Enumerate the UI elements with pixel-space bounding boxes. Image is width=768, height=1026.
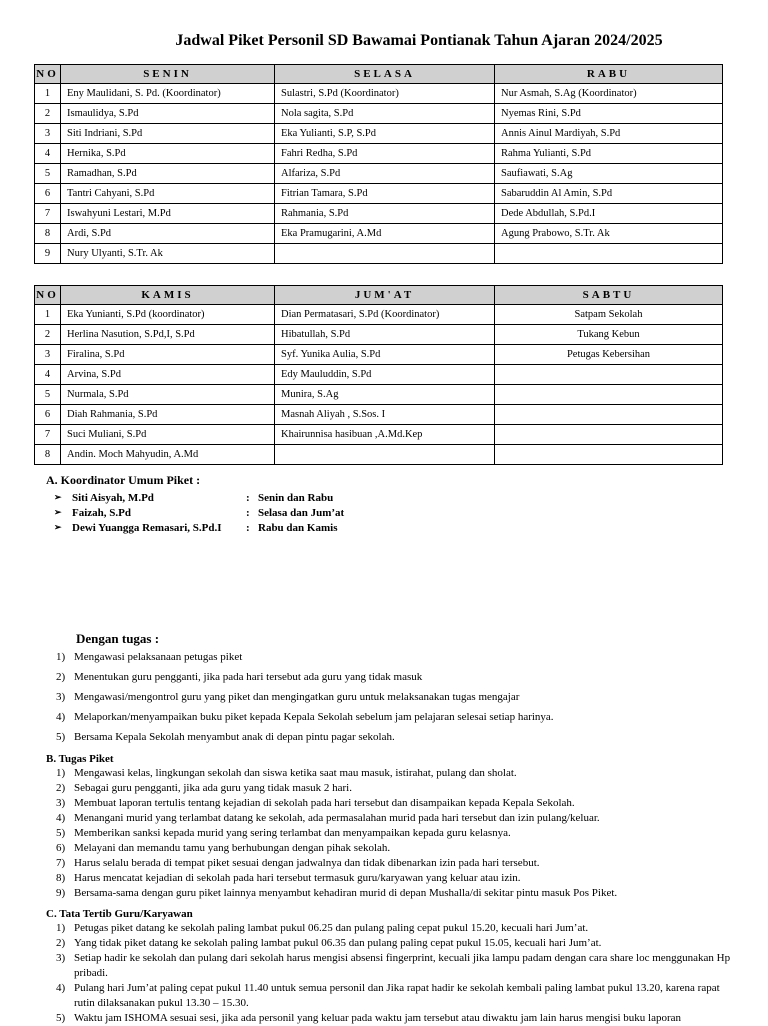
name-cell: Nur Asmah, S.Ag (Koordinator): [495, 84, 723, 104]
list-text: Melaporkan/menyampaikan buku piket kepada Kepala Sekolah sebelum jam pelajaran selesai setiap harinya.: [74, 711, 554, 723]
tugas-heading: Dengan tugas :: [76, 631, 160, 646]
name-cell: Andin. Moch Mahyudin, A.Md: [61, 445, 275, 465]
row-number-cell: 2: [35, 325, 61, 345]
list-number: 3): [56, 691, 66, 703]
name-cell: Fitrian Tamara, S.Pd: [275, 184, 495, 204]
arrow-bullet-icon: ➢: [54, 492, 62, 502]
list-text: Memberikan sanksi kepada murid yang sering terlambat dan menyampaikan kepada guru kelasnya.: [74, 827, 511, 839]
name-cell: Eny Maulidani, S. Pd. (Koordinator): [61, 84, 275, 104]
name-cell: Agung Prabowo, S.Tr. Ak: [495, 224, 723, 244]
list-text: Membuat laporan tertulis tentang kejadian di sekolah pada hari tersebut dan disampaikan kepada Kepala Sekolah.: [74, 797, 575, 809]
table-row: [35, 365, 723, 385]
list-text: Setiap hadir ke sekolah dan pulang dari sekolah harus mengisi absensi fingerprint, kecuali jika lampu padam dengan cara share loc menggunakan Hp pribadi.: [74, 952, 731, 979]
koordinator-name: Dewi Yuangga Remasari, S.Pd.I: [72, 521, 222, 534]
list-item: [32, 936, 732, 951]
col-jumat: JUM'AT: [275, 286, 495, 305]
list-item: [32, 671, 732, 691]
list-item: [32, 691, 732, 711]
list-text: Menentukan guru pengganti, jika pada hari tersebut ada guru yang tidak masuk: [74, 671, 423, 683]
name-cell: Nyemas Rini, S.Pd: [495, 104, 723, 124]
arrow-bullet-icon: ➢: [54, 507, 62, 517]
list-number: 1): [56, 922, 66, 934]
list-number: 2): [56, 671, 66, 683]
list-number: 7): [56, 857, 66, 869]
schedule-table-1: [34, 64, 723, 264]
name-cell: Sabaruddin Al Amin, S.Pd: [495, 184, 723, 204]
name-cell: Nurmala, S.Pd: [61, 385, 275, 405]
name-cell: Nury Ulyanti, S.Tr. Ak: [61, 244, 275, 264]
koordinator-name: Faizah, S.Pd: [72, 506, 131, 519]
list-number: 1): [56, 767, 66, 779]
name-cell: Arvina, S.Pd: [61, 365, 275, 385]
list-number: 2): [56, 782, 66, 794]
list-item: [32, 871, 732, 886]
tata-tertib-heading: C. Tata Tertib Guru/Karyawan: [46, 908, 193, 920]
row-number-cell: 7: [35, 425, 61, 445]
list-item: [32, 811, 732, 826]
row-number-cell: 4: [35, 144, 61, 164]
list-item: [32, 766, 732, 781]
table-row: [35, 164, 723, 184]
name-cell: Saufiawati, S.Ag: [495, 164, 723, 184]
list-text: Yang tidak piket datang ke sekolah paling lambat pukul 06.35 dan pulang paling cepat pukul 15.05, kecuali hari Jum’at.: [74, 937, 602, 949]
name-cell: Dian Permatasari, S.Pd (Koordinator): [275, 305, 495, 325]
koordinator-item: [46, 505, 344, 520]
name-cell: Nola sagita, S.Pd: [275, 104, 495, 124]
name-cell: [495, 425, 723, 445]
tugas-list: [32, 651, 732, 751]
list-number: 6): [56, 842, 66, 854]
tata-tertib-list: [32, 921, 732, 1026]
row-number-cell: 1: [35, 84, 61, 104]
koordinator-days: Senin dan Rabu: [258, 491, 334, 504]
col-selasa: SELASA: [275, 65, 495, 84]
col-kamis: KAMIS: [61, 286, 275, 305]
list-number: 4): [56, 812, 66, 824]
table-row: [35, 345, 723, 365]
name-cell: [495, 405, 723, 425]
name-cell: Ramadhan, S.Pd: [61, 164, 275, 184]
name-cell: [495, 244, 723, 264]
list-text: Sebagai guru pengganti, jika ada guru yang tidak masuk 2 hari.: [74, 782, 352, 794]
col-rabu: RABU: [495, 65, 723, 84]
list-number: 3): [56, 797, 66, 809]
name-cell: Rahma Yulianti, S.Pd: [495, 144, 723, 164]
name-cell: Fahri Redha, S.Pd: [275, 144, 495, 164]
name-cell: [275, 445, 495, 465]
list-number: 5): [56, 731, 66, 743]
name-cell: Satpam Sekolah: [495, 305, 723, 325]
row-number-cell: 7: [35, 204, 61, 224]
koordinator-section: [46, 473, 344, 535]
list-item: [32, 886, 732, 901]
table-header-row: [35, 65, 723, 84]
name-cell: Firalina, S.Pd: [61, 345, 275, 365]
name-cell: Munira, S.Ag: [275, 385, 495, 405]
koordinator-heading: A. Koordinator Umum Piket :: [46, 473, 201, 487]
colon: :: [246, 491, 250, 504]
name-cell: Eka Yunianti, S.Pd (koordinator): [61, 305, 275, 325]
tugas-piket-list: [32, 766, 732, 901]
row-number-cell: 6: [35, 405, 61, 425]
list-text: Waktu jam ISHOMA sesuai sesi, jika ada personil yang keluar pada waktu jam tersebut atau diwaktu jam lain harus mengisi buku laporan: [74, 1012, 682, 1024]
name-cell: Eka Yulianti, S.P, S.Pd: [275, 124, 495, 144]
name-cell: Alfariza, S.Pd: [275, 164, 495, 184]
name-cell: Rahmania, S.Pd: [275, 204, 495, 224]
name-cell: Ardi, S.Pd: [61, 224, 275, 244]
row-number-cell: 4: [35, 365, 61, 385]
row-number-cell: 8: [35, 445, 61, 465]
koordinator-days: Rabu dan Kamis: [258, 521, 338, 534]
table-row: [35, 405, 723, 425]
table-row: [35, 305, 723, 325]
name-cell: Diah Rahmania, S.Pd: [61, 405, 275, 425]
row-number-cell: 1: [35, 305, 61, 325]
document-title: Jadwal Piket Personil SD Bawamai Pontianak Tahun Ajaran 2024/2025: [175, 32, 663, 49]
name-cell: [275, 244, 495, 264]
list-text: Pulang hari Jum’at paling cepat pukul 11.40 untuk semua personil dan Jika rapat hadir ke sekolah kembali paling lambat pukul 13.20, karena rapat rutin dilaksanakan pukul 13.30 – 15.30.: [74, 982, 720, 1009]
row-number-cell: 3: [35, 345, 61, 365]
row-number-cell: 6: [35, 184, 61, 204]
table-row: [35, 325, 723, 345]
list-number: 2): [56, 937, 66, 949]
tugas-piket-heading: B. Tugas Piket: [46, 753, 114, 765]
name-cell: Annis Ainul Mardiyah, S.Pd: [495, 124, 723, 144]
table-row: [35, 224, 723, 244]
table-row: [35, 84, 723, 104]
list-item: [32, 826, 732, 841]
list-number: 9): [56, 887, 66, 899]
list-text: Mengawasi/mengontrol guru yang piket dan mengingatkan guru untuk melaksanakan tugas mengajar: [74, 691, 520, 703]
list-text: Bersama Kepala Sekolah menyambut anak di depan pintu pagar sekolah.: [74, 731, 395, 743]
list-text: Mengawasi pelaksanaan petugas piket: [74, 651, 243, 663]
arrow-bullet-icon: ➢: [54, 522, 62, 532]
koordinator-item: [46, 520, 344, 535]
col-no: NO: [35, 286, 61, 305]
name-cell: Dede Abdullah, S.Pd.I: [495, 204, 723, 224]
list-number: 4): [56, 982, 66, 994]
name-cell: Khairunnisa hasibuan ,A.Md.Kep: [275, 425, 495, 445]
row-number-cell: 2: [35, 104, 61, 124]
name-cell: [495, 385, 723, 405]
list-item: [32, 921, 732, 936]
name-cell: Hibatullah, S.Pd: [275, 325, 495, 345]
col-no: NO: [35, 65, 61, 84]
table-row: [35, 204, 723, 224]
list-number: 5): [56, 1012, 66, 1024]
table-row: [35, 425, 723, 445]
koordinator-item: [46, 490, 344, 505]
list-number: 4): [56, 711, 66, 723]
list-item: [32, 711, 732, 731]
list-text: Bersama-sama dengan guru piket lainnya menyambut kehadiran murid di depan Mushalla/di sekitar pintu masuk Pos Piket.: [74, 887, 618, 899]
table-row: [35, 104, 723, 124]
list-item: [32, 856, 732, 871]
name-cell: Iswahyuni Lestari, M.Pd: [61, 204, 275, 224]
koordinator-name: Siti Aisyah, M.Pd: [72, 491, 154, 504]
list-item: [32, 951, 732, 981]
name-cell: [495, 365, 723, 385]
list-item: [32, 841, 732, 856]
row-number-cell: 9: [35, 244, 61, 264]
list-text: Melayani dan memandu tamu yang berhubungan dengan pihak sekolah.: [74, 842, 391, 854]
list-item: [32, 796, 732, 811]
table-row: [35, 385, 723, 405]
list-item: [32, 651, 732, 671]
name-cell: Tantri Cahyani, S.Pd: [61, 184, 275, 204]
table-row: [35, 445, 723, 465]
row-number-cell: 5: [35, 164, 61, 184]
row-number-cell: 3: [35, 124, 61, 144]
name-cell: Hernika, S.Pd: [61, 144, 275, 164]
list-text: Harus selalu berada di tempat piket sesuai dengan jadwalnya dan tidak dibenarkan izin pada hari tersebut.: [74, 857, 540, 869]
list-item: [32, 981, 732, 1011]
table-row: [35, 144, 723, 164]
list-number: 3): [56, 952, 66, 964]
koordinator-days: Selasa dan Jum’at: [258, 506, 345, 519]
table-header-row: [35, 286, 723, 305]
name-cell: Masnah Aliyah , S.Sos. I: [275, 405, 495, 425]
list-text: Harus mencatat kejadian di sekolah pada hari tersebut termasuk guru/karyawan yang keluar atau izin.: [74, 872, 521, 884]
name-cell: Sulastri, S.Pd (Koordinator): [275, 84, 495, 104]
list-text: Menangani murid yang terlambat datang ke sekolah, ada permasalahan murid pada hari tersebut dan izin pulang/keluar.: [74, 812, 600, 824]
col-sabtu: SABTU: [495, 286, 723, 305]
schedule-table-2: [34, 285, 723, 465]
name-cell: Eka Pramugarini, A.Md: [275, 224, 495, 244]
colon: :: [246, 506, 250, 519]
list-item: [32, 731, 732, 751]
list-number: 1): [56, 651, 66, 663]
name-cell: Suci Muliani, S.Pd: [61, 425, 275, 445]
table-row: [35, 244, 723, 264]
table-row: [35, 124, 723, 144]
name-cell: Tukang Kebun: [495, 325, 723, 345]
list-text: Mengawasi kelas, lingkungan sekolah dan siswa ketika saat mau masuk, istirahat, pulang dan sholat.: [74, 767, 517, 779]
list-number: 5): [56, 827, 66, 839]
name-cell: [495, 445, 723, 465]
list-number: 8): [56, 872, 66, 884]
table-row: [35, 184, 723, 204]
name-cell: Syf. Yunika Aulia, S.Pd: [275, 345, 495, 365]
list-text: Petugas piket datang ke sekolah paling lambat pukul 06.25 dan pulang paling cepat pukul 15.20, kecuali hari Jum’at.: [74, 922, 589, 934]
col-senin: SENIN: [61, 65, 275, 84]
row-number-cell: 8: [35, 224, 61, 244]
name-cell: Ismaulidya, S.Pd: [61, 104, 275, 124]
name-cell: Herlina Nasution, S.Pd,I, S.Pd: [61, 325, 275, 345]
name-cell: Petugas Kebersihan: [495, 345, 723, 365]
name-cell: Siti Indriani, S.Pd: [61, 124, 275, 144]
list-item: [32, 781, 732, 796]
colon: :: [246, 521, 250, 534]
row-number-cell: 5: [35, 385, 61, 405]
name-cell: Edy Mauluddin, S.Pd: [275, 365, 495, 385]
